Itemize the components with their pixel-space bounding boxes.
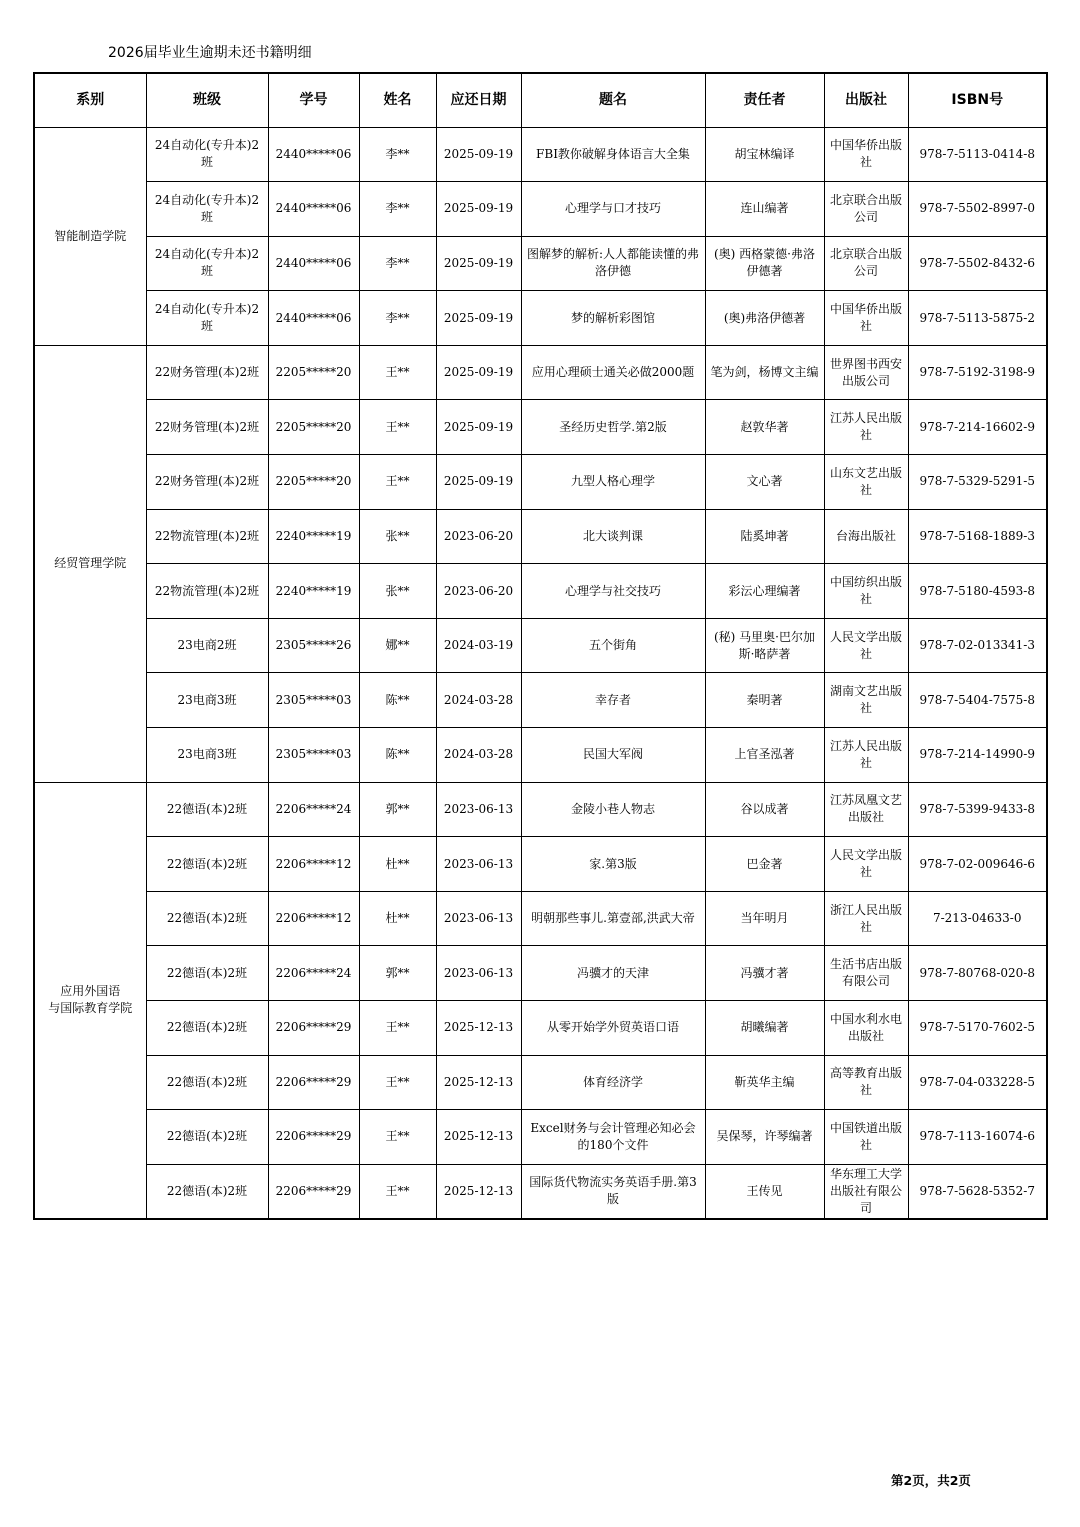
author-cell: 彩沄心理编著 bbox=[705, 564, 824, 619]
class-cell: 22物流管理(本)2班 bbox=[146, 564, 268, 619]
student-name-cell: 郭** bbox=[359, 782, 436, 837]
student-name-cell: 王** bbox=[359, 1055, 436, 1110]
due-date-cell: 2025-09-19 bbox=[436, 236, 521, 291]
book-title-cell: 心理学与社交技巧 bbox=[521, 564, 705, 619]
document-title: 2026届毕业生逾期未还书籍明细 bbox=[108, 45, 312, 61]
student-name-cell: 娜** bbox=[359, 618, 436, 673]
isbn-cell: 978-7-214-16602-9 bbox=[908, 400, 1047, 455]
due-date-cell: 2024-03-28 bbox=[436, 673, 521, 728]
table-row bbox=[34, 673, 1047, 728]
table-row bbox=[34, 782, 1047, 837]
student-name-cell: 郭** bbox=[359, 946, 436, 1001]
table-row bbox=[34, 291, 1047, 346]
due-date-cell: 2023-06-13 bbox=[436, 782, 521, 837]
overdue-books-table bbox=[33, 72, 1048, 1220]
due-date-header: 应还日期 bbox=[436, 73, 521, 127]
student-id-cell: 2206*****24 bbox=[268, 946, 359, 1001]
table-row bbox=[34, 1110, 1047, 1165]
student-name-cell: 杜** bbox=[359, 837, 436, 892]
isbn-cell: 7-213-04633-0 bbox=[908, 891, 1047, 946]
student-id-cell: 2206*****12 bbox=[268, 837, 359, 892]
publisher-cell: 人民文学出版社 bbox=[824, 618, 908, 673]
isbn-cell: 978-7-5168-1889-3 bbox=[908, 509, 1047, 564]
page-indicator: 第2页，共2页 bbox=[891, 1473, 971, 1488]
student-name-cell: 李** bbox=[359, 182, 436, 237]
publisher-cell: 人民文学出版社 bbox=[824, 837, 908, 892]
student-name-cell: 王** bbox=[359, 1001, 436, 1056]
book-title-cell: FBI教你破解身体语言大全集 bbox=[521, 127, 705, 182]
isbn-cell: 978-7-5113-5875-2 bbox=[908, 291, 1047, 346]
student-id-cell: 2206*****29 bbox=[268, 1164, 359, 1219]
due-date-cell: 2025-12-13 bbox=[436, 1110, 521, 1165]
student-id-cell: 2206*****29 bbox=[268, 1110, 359, 1165]
publisher-cell: 北京联合出版公司 bbox=[824, 236, 908, 291]
book-title-cell: 从零开始学外贸英语口语 bbox=[521, 1001, 705, 1056]
isbn-cell: 978-7-5180-4593-8 bbox=[908, 564, 1047, 619]
publisher-cell: 高等教育出版社 bbox=[824, 1055, 908, 1110]
student-id-header: 学号 bbox=[268, 73, 359, 127]
dept-header: 系别 bbox=[34, 73, 146, 127]
student-id-cell: 2305*****03 bbox=[268, 728, 359, 783]
due-date-cell: 2025-09-19 bbox=[436, 127, 521, 182]
student-name-cell: 李** bbox=[359, 127, 436, 182]
author-cell: 吴保琴，许琴编著 bbox=[705, 1110, 824, 1165]
student-id-cell: 2206*****29 bbox=[268, 1055, 359, 1110]
student-id-cell: 2305*****03 bbox=[268, 673, 359, 728]
isbn-cell: 978-7-5329-5291-5 bbox=[908, 455, 1047, 510]
table-row bbox=[34, 728, 1047, 783]
student-id-cell: 2205*****20 bbox=[268, 400, 359, 455]
publisher-cell: 生活书店出版有限公司 bbox=[824, 946, 908, 1001]
publisher-cell: 中国华侨出版社 bbox=[824, 291, 908, 346]
student-name-cell: 陈** bbox=[359, 728, 436, 783]
isbn-cell: 978-7-5192-3198-9 bbox=[908, 345, 1047, 400]
isbn-header: ISBN号 bbox=[908, 73, 1047, 127]
class-cell: 24自动化(专升本)2班 bbox=[146, 127, 268, 182]
book-title-cell: 体育经济学 bbox=[521, 1055, 705, 1110]
table-row bbox=[34, 946, 1047, 1001]
class-cell: 22德语(本)2班 bbox=[146, 837, 268, 892]
due-date-cell: 2023-06-13 bbox=[436, 891, 521, 946]
class-cell: 22德语(本)2班 bbox=[146, 782, 268, 837]
student-id-cell: 2305*****26 bbox=[268, 618, 359, 673]
isbn-cell: 978-7-5170-7602-5 bbox=[908, 1001, 1047, 1056]
publisher-cell: 中国铁道出版社 bbox=[824, 1110, 908, 1165]
publisher-cell: 江苏人民出版社 bbox=[824, 400, 908, 455]
book-title-cell: 明朝那些事儿.第壹部,洪武大帝 bbox=[521, 891, 705, 946]
author-cell: 冯骥才著 bbox=[705, 946, 824, 1001]
student-name-cell: 杜** bbox=[359, 891, 436, 946]
student-name-cell: 李** bbox=[359, 291, 436, 346]
book-title-cell: 幸存者 bbox=[521, 673, 705, 728]
class-cell: 22德语(本)2班 bbox=[146, 891, 268, 946]
class-header: 班级 bbox=[146, 73, 268, 127]
student-id-cell: 2440*****06 bbox=[268, 236, 359, 291]
table-body bbox=[34, 127, 1047, 1219]
table-row bbox=[34, 1055, 1047, 1110]
isbn-cell: 978-7-5404-7575-8 bbox=[908, 673, 1047, 728]
author-cell: 连山编著 bbox=[705, 182, 824, 237]
author-cell: 笔为剑，杨博文主编 bbox=[705, 345, 824, 400]
due-date-cell: 2025-09-19 bbox=[436, 455, 521, 510]
due-date-cell: 2025-09-19 bbox=[436, 182, 521, 237]
student-id-cell: 2240*****19 bbox=[268, 564, 359, 619]
publisher-cell: 世界图书西安出版公司 bbox=[824, 345, 908, 400]
publisher-header: 出版社 bbox=[824, 73, 908, 127]
class-cell: 24自动化(专升本)2班 bbox=[146, 236, 268, 291]
author-cell: 赵敦华著 bbox=[705, 400, 824, 455]
publisher-cell: 中国纺织出版社 bbox=[824, 564, 908, 619]
table-row bbox=[34, 400, 1047, 455]
due-date-cell: 2025-12-13 bbox=[436, 1001, 521, 1056]
class-cell: 22德语(本)2班 bbox=[146, 1055, 268, 1110]
due-date-cell: 2023-06-13 bbox=[436, 946, 521, 1001]
table-row bbox=[34, 236, 1047, 291]
class-cell: 23电商3班 bbox=[146, 728, 268, 783]
student-id-cell: 2205*****20 bbox=[268, 345, 359, 400]
table-row bbox=[34, 509, 1047, 564]
isbn-cell: 978-7-5502-8997-0 bbox=[908, 182, 1047, 237]
isbn-cell: 978-7-04-033228-5 bbox=[908, 1055, 1047, 1110]
author-cell: 陆奚坤著 bbox=[705, 509, 824, 564]
author-cell: (秘) 马里奥·巴尔加斯·略萨著 bbox=[705, 618, 824, 673]
book-title-cell: 家.第3版 bbox=[521, 837, 705, 892]
publisher-cell: 浙江人民出版社 bbox=[824, 891, 908, 946]
author-cell: 当年明月 bbox=[705, 891, 824, 946]
isbn-cell: 978-7-80768-020-8 bbox=[908, 946, 1047, 1001]
isbn-cell: 978-7-02-009646-6 bbox=[908, 837, 1047, 892]
class-cell: 23电商2班 bbox=[146, 618, 268, 673]
due-date-cell: 2023-06-20 bbox=[436, 509, 521, 564]
class-cell: 24自动化(专升本)2班 bbox=[146, 291, 268, 346]
author-cell: 上官圣泓著 bbox=[705, 728, 824, 783]
student-id-cell: 2240*****19 bbox=[268, 509, 359, 564]
isbn-cell: 978-7-5399-9433-8 bbox=[908, 782, 1047, 837]
student-id-cell: 2206*****29 bbox=[268, 1001, 359, 1056]
table-row bbox=[34, 182, 1047, 237]
due-date-cell: 2025-09-19 bbox=[436, 400, 521, 455]
publisher-cell: 台海出版社 bbox=[824, 509, 908, 564]
class-cell: 22德语(本)2班 bbox=[146, 1110, 268, 1165]
author-cell: 巴金著 bbox=[705, 837, 824, 892]
author-cell: 胡曦编著 bbox=[705, 1001, 824, 1056]
table-row bbox=[34, 127, 1047, 182]
class-cell: 22德语(本)2班 bbox=[146, 946, 268, 1001]
book-title-cell: 梦的解析彩图馆 bbox=[521, 291, 705, 346]
class-cell: 22财务管理(本)2班 bbox=[146, 400, 268, 455]
class-cell: 22德语(本)2班 bbox=[146, 1001, 268, 1056]
table-row bbox=[34, 345, 1047, 400]
table-row bbox=[34, 455, 1047, 510]
author-cell: 文心著 bbox=[705, 455, 824, 510]
due-date-cell: 2025-09-19 bbox=[436, 291, 521, 346]
student-id-cell: 2206*****24 bbox=[268, 782, 359, 837]
author-cell: 靳英华主编 bbox=[705, 1055, 824, 1110]
isbn-cell: 978-7-02-013341-3 bbox=[908, 618, 1047, 673]
student-name-cell: 王** bbox=[359, 1110, 436, 1165]
student-name-cell: 王** bbox=[359, 345, 436, 400]
table-row bbox=[34, 618, 1047, 673]
department-cell: 应用外国语 与国际教育学院 bbox=[34, 782, 146, 1219]
publisher-cell: 中国水利水电出版社 bbox=[824, 1001, 908, 1056]
department-cell: 智能制造学院 bbox=[34, 127, 146, 345]
due-date-cell: 2023-06-20 bbox=[436, 564, 521, 619]
author-cell: 王传见 bbox=[705, 1164, 824, 1219]
table-row bbox=[34, 891, 1047, 946]
book-title-cell: 九型人格心理学 bbox=[521, 455, 705, 510]
isbn-cell: 978-7-214-14990-9 bbox=[908, 728, 1047, 783]
due-date-cell: 2025-12-13 bbox=[436, 1055, 521, 1110]
book-title-cell: 冯骥才的天津 bbox=[521, 946, 705, 1001]
publisher-cell: 山东文艺出版社 bbox=[824, 455, 908, 510]
book-title-cell: 金陵小巷人物志 bbox=[521, 782, 705, 837]
publisher-cell: 中国华侨出版社 bbox=[824, 127, 908, 182]
table-row bbox=[34, 1001, 1047, 1056]
book-title-cell: Excel财务与会计管理必知必会的180个文件 bbox=[521, 1110, 705, 1165]
book-title-cell: 北大谈判课 bbox=[521, 509, 705, 564]
author-header: 责任者 bbox=[705, 73, 824, 127]
student-name-cell: 张** bbox=[359, 564, 436, 619]
isbn-cell: 978-7-5502-8432-6 bbox=[908, 236, 1047, 291]
publisher-cell: 湖南文艺出版社 bbox=[824, 673, 908, 728]
book-title-cell: 心理学与口才技巧 bbox=[521, 182, 705, 237]
class-cell: 22财务管理(本)2班 bbox=[146, 455, 268, 510]
class-cell: 22物流管理(本)2班 bbox=[146, 509, 268, 564]
table-header-row bbox=[34, 73, 1047, 127]
book-title-cell: 民国大军阀 bbox=[521, 728, 705, 783]
student-id-cell: 2206*****12 bbox=[268, 891, 359, 946]
author-cell: 胡宝林编译 bbox=[705, 127, 824, 182]
publisher-cell: 华东理工大学出版社有限公司 bbox=[824, 1164, 908, 1219]
publisher-cell: 北京联合出版公司 bbox=[824, 182, 908, 237]
student-name-cell: 王** bbox=[359, 1164, 436, 1219]
book-title-cell: 应用心理硕士通关必做2000题 bbox=[521, 345, 705, 400]
table-row bbox=[34, 1164, 1047, 1219]
due-date-cell: 2023-06-13 bbox=[436, 837, 521, 892]
student-name-cell: 李** bbox=[359, 236, 436, 291]
author-cell: (奥)弗洛伊德著 bbox=[705, 291, 824, 346]
student-name-cell: 陈** bbox=[359, 673, 436, 728]
author-cell: 谷以成著 bbox=[705, 782, 824, 837]
book-title-cell: 图解梦的解析:人人都能读懂的弗洛伊德 bbox=[521, 236, 705, 291]
author-cell: 秦明著 bbox=[705, 673, 824, 728]
due-date-cell: 2025-09-19 bbox=[436, 345, 521, 400]
isbn-cell: 978-7-113-16074-6 bbox=[908, 1110, 1047, 1165]
table-row bbox=[34, 837, 1047, 892]
class-cell: 22德语(本)2班 bbox=[146, 1164, 268, 1219]
name-header: 姓名 bbox=[359, 73, 436, 127]
due-date-cell: 2025-12-13 bbox=[436, 1164, 521, 1219]
publisher-cell: 江苏凤凰文艺出版社 bbox=[824, 782, 908, 837]
author-cell: (奥) 西格蒙德·弗洛伊德著 bbox=[705, 236, 824, 291]
book-title-cell: 五个街角 bbox=[521, 618, 705, 673]
student-name-cell: 王** bbox=[359, 400, 436, 455]
class-cell: 23电商3班 bbox=[146, 673, 268, 728]
student-id-cell: 2440*****06 bbox=[268, 182, 359, 237]
class-cell: 22财务管理(本)2班 bbox=[146, 345, 268, 400]
due-date-cell: 2024-03-19 bbox=[436, 618, 521, 673]
publisher-cell: 江苏人民出版社 bbox=[824, 728, 908, 783]
book-title-cell: 圣经历史哲学.第2版 bbox=[521, 400, 705, 455]
student-id-cell: 2205*****20 bbox=[268, 455, 359, 510]
book-title-cell: 国际货代物流实务英语手册.第3版 bbox=[521, 1164, 705, 1219]
class-cell: 24自动化(专升本)2班 bbox=[146, 182, 268, 237]
isbn-cell: 978-7-5628-5352-7 bbox=[908, 1164, 1047, 1219]
student-name-cell: 张** bbox=[359, 509, 436, 564]
due-date-cell: 2024-03-28 bbox=[436, 728, 521, 783]
student-id-cell: 2440*****06 bbox=[268, 291, 359, 346]
student-id-cell: 2440*****06 bbox=[268, 127, 359, 182]
isbn-cell: 978-7-5113-0414-8 bbox=[908, 127, 1047, 182]
student-name-cell: 王** bbox=[359, 455, 436, 510]
table-row bbox=[34, 564, 1047, 619]
book-title-header: 题名 bbox=[521, 73, 705, 127]
department-cell: 经贸管理学院 bbox=[34, 345, 146, 782]
